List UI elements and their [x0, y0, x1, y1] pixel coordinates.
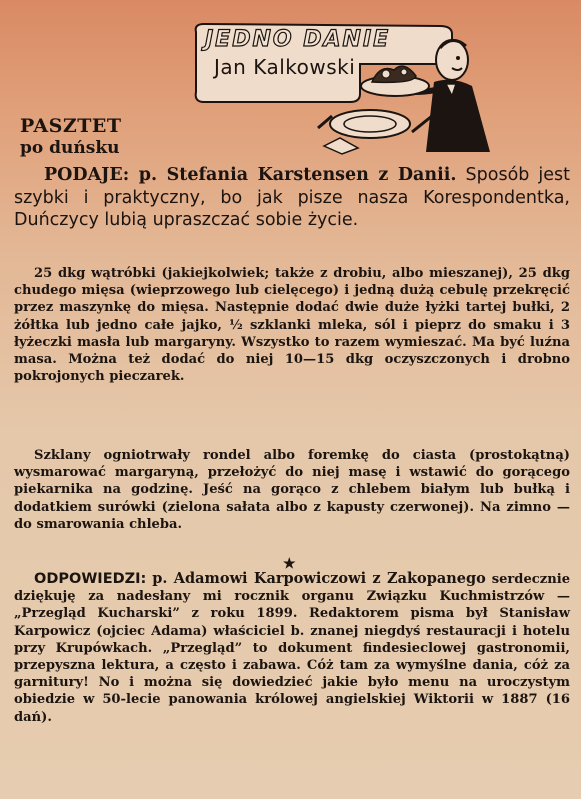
- separator-star: ★: [283, 556, 296, 572]
- column-author: Jan Kalkowski: [214, 55, 356, 79]
- recipe-ingredients-paragraph: 25 dkg wątróbki (jakiejkolwiek; także z drobiu, albo mieszanej), 25 dkg chudego mięsa (wieprzowego lub cielęcego) i jedną dużą cebulę przekręcić przez maszynkę do mięsa. Następnie dodać dwie duże łyżki tartej bułki, 2 żółtka lub jedno całe jajko, ½ szklanki mleka, sól i pieprz do smaku i 3 łyżeczki masła lub margaryny. Wszystko to razem wymieszać. Ma być luźna masa. Można też dodać do niej 10—15 dkg oczyszczonych i drobno pokrojonych pieczarek.: [14, 266, 570, 385]
- recipe-method-paragraph: Szklany ogniotrwały rondel albo foremkę do ciasta (prostokątną) wysmarować margaryną, przełożyć do niej masę i wstawić do gorącego piekarnika na godzinę. Jeść na gorąco z chlebem białym lub bułką i dodatkiem surówki (zielona sałata albo z kapusty czerwonej). Na zimno — do smarowania chleba.: [14, 448, 570, 532]
- intro-paragraph: [14, 164, 570, 232]
- recipe-title-line2: po duńsku: [20, 138, 120, 158]
- answers-recipient: p. Adamowi Karpowiczowi z Zakopanego: [152, 570, 486, 587]
- answers-text: serdecznie dziękuję za nadesłany mi rocznik organu Związku Kuchmistrzów — „Przegląd Kucharski” z roku 1899. Redaktorem pisma był Stanisław Karpowicz (ojciec Adama) właściciel b. znanej niegdyś restauracji i hotelu przy Krupówkach. „Przegląd” to dokument findesieclowej gastronomii, przepyszna lektura, a często i zabawa. Cóż tam za wymyślne dania, cóż za garnitury! No i można się dowiedzieć jakie było menu na uroczystym obiedzie w 50-lecie panowania królowej angielskiej Wiktorii w 1887 (16 dań).: [14, 572, 571, 725]
- answers-paragraph: [14, 570, 570, 726]
- recipe-title-line1: PASZTET: [20, 115, 122, 137]
- answers-lead: ODPOWIEDZI:: [34, 571, 147, 587]
- recipe-title: [20, 115, 122, 159]
- column-title: JEDNO DANIE: [205, 27, 391, 52]
- intro-lead: PODAJE: p. Stefania Karstensen z Danii.: [44, 165, 457, 185]
- intro-text: Sposób jest szybki i praktyczny, bo jak pisze nasza Korespondentka, Duńczycy lubią upraszczać sobie życie.: [14, 165, 570, 230]
